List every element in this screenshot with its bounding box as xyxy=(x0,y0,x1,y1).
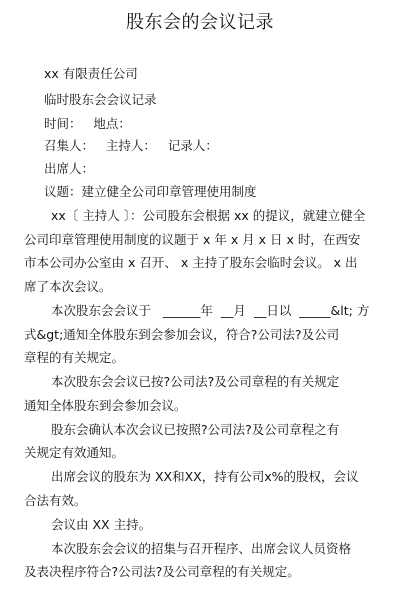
paragraph1-line: 席了本次会议。 xyxy=(24,279,112,294)
paragraph4-line: 股东会确认本次会议已按照?公司法?及公司章程之有 xyxy=(51,422,340,437)
company-name: xx 有限责任公司 xyxy=(44,66,138,81)
paragraph1-line: 公司印章管理使用制度的议题于 x 年 x 月 x 日 x 时，在西安 xyxy=(24,232,361,247)
paragraph2-line: 章程的有关规定。 xyxy=(24,350,125,365)
paragraph7-line: 及表决程序符合?公司法?及公司章程的有关规定。 xyxy=(24,564,300,579)
paragraph6-line: 会议由 XX 主持。 xyxy=(51,517,152,532)
record-type: 临时股东会会议记录 xyxy=(44,92,157,107)
paragraph1-line: xx〔 主持人 〕：公司股东会根据 xx 的提议，就建立健全 xyxy=(51,208,366,223)
paragraph4-line: 关规定有效通知。 xyxy=(24,445,125,460)
time-place-line: 时间： 地点： xyxy=(44,116,131,131)
paragraph7-line: 本次股东会会议的招集与召开程序、出席会议人员资格 xyxy=(51,541,352,556)
paragraph5-line: 合法有效。 xyxy=(24,493,87,508)
document-title: 股东会的会议记录 xyxy=(126,12,274,33)
agenda-line: 议题：建立健全公司印章管理使用制度 xyxy=(44,184,257,199)
paragraph2-line: 式&gt;通知全体股东到会参加会议，符合?公司法?及公司 xyxy=(24,327,340,342)
paragraph1-line: 市本公司办公室由 x 召开、 x 主持了股东会临时会议。 x 出 xyxy=(24,255,358,270)
paragraph5-line: 出席会议的股东为 XX和XX，持有公司x%的股权，会议 xyxy=(51,469,359,484)
paragraph2-line: 本次股东会会议于 ______年 __月 __日以 _____&lt; 方 xyxy=(51,303,370,318)
paragraph3-line: 本次股东会会议已按?公司法?及公司章程的有关规定 xyxy=(51,374,340,389)
roles-line: 召集人： 主持人： 记录人： xyxy=(44,138,218,153)
attendees-line: 出席人： xyxy=(44,161,95,176)
paragraph3-line: 通知全体股东到会参加会议。 xyxy=(24,398,187,413)
